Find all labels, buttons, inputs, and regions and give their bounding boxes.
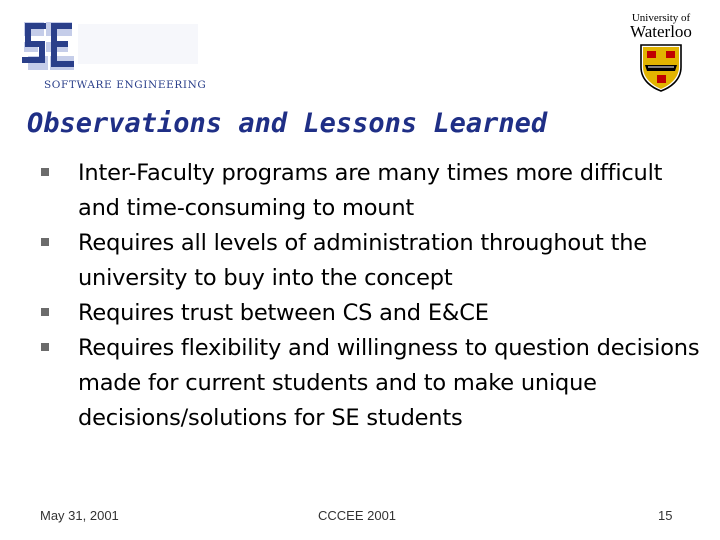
bullet-text: Requires trust between CS and E&CE (78, 300, 489, 326)
square-bullet-icon (41, 238, 49, 246)
footer-conference: CCCEE 2001 (318, 508, 397, 523)
bullet-item (40, 226, 710, 296)
crest-shield-icon (639, 43, 683, 93)
waterloo-label: Waterloo (630, 22, 692, 41)
square-bullet-icon (41, 168, 49, 176)
page-number: 15 (658, 508, 673, 523)
slide-title: Observations and Lessons Learned (27, 108, 548, 139)
university-of-waterloo-crest (612, 12, 710, 100)
bullet-text: Inter-Faculty programs are many times more difficult and time-consuming to mount (78, 160, 663, 221)
bullet-item (40, 156, 710, 226)
logo-text: SOFTWARE ENGINEERING (44, 79, 207, 91)
square-bullet-icon (41, 343, 49, 351)
bullet-item (40, 296, 710, 331)
bullet-text: Requires all levels of administration throughout the university to buy into the concept (78, 230, 647, 291)
footer-date: May 31, 2001 (40, 508, 119, 523)
software-engineering-logo (16, 16, 207, 96)
bullet-text: Requires flexibility and willingness to question decisions made for current students and to make unique decisions/solutions for SE students (78, 335, 700, 431)
university-of-label: University of (631, 12, 691, 24)
bullet-list (40, 156, 710, 436)
bullet-item (40, 331, 710, 436)
square-bullet-icon (41, 308, 49, 316)
se-logo-icon (16, 16, 204, 78)
